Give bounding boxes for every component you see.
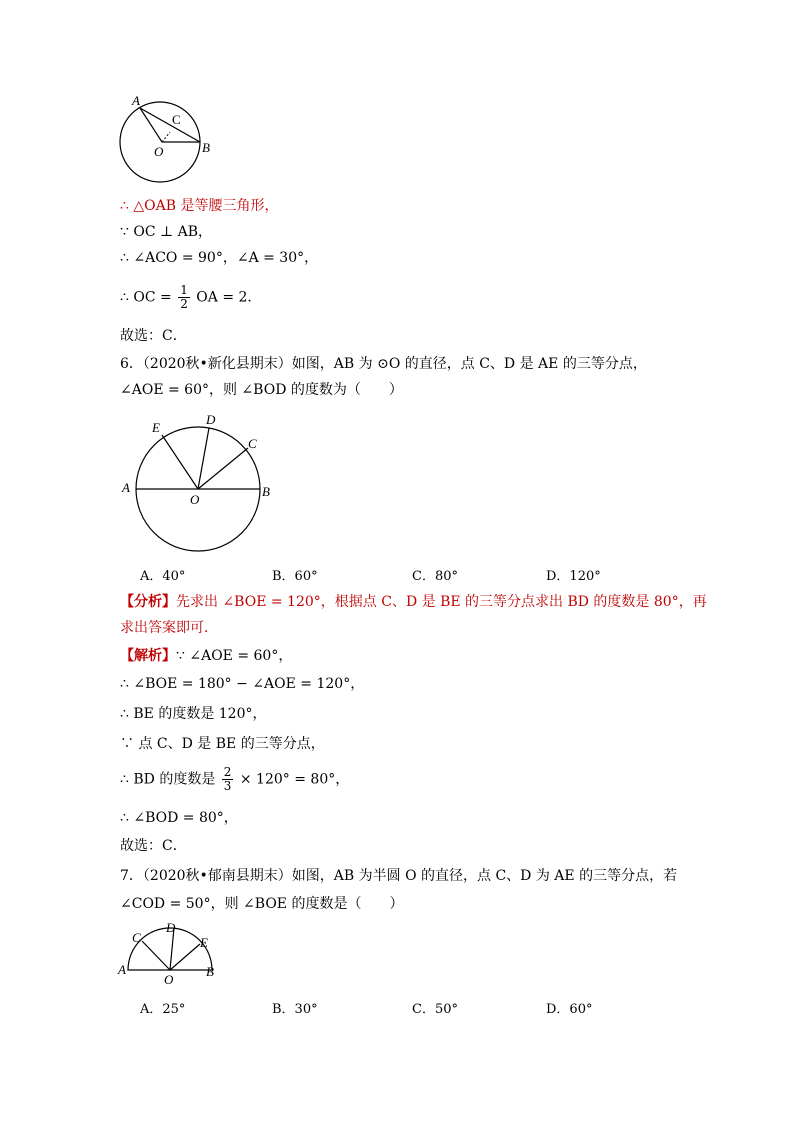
q6-sol5 (120, 766, 349, 793)
q5-line1: ∴ △OAB 是等腰三角形， (120, 198, 279, 214)
q6-sol4: ∵ 点 C、D 是 BE 的三等分点， (120, 736, 325, 752)
q6-sol5-post: × 120° = 80°， (239, 771, 350, 788)
fraction-den: 2 (180, 297, 188, 311)
figure-circle-chord (112, 92, 222, 192)
q6-sol1 (120, 646, 292, 666)
q5-line4-post: OA = 2． (196, 289, 262, 306)
q5-line4-pre: ∴ OC = (120, 289, 172, 306)
q6-option-b: B．60° (272, 569, 318, 584)
q6-sol2: ∴ ∠BOE = 180° − ∠AOE = 120°， (120, 676, 365, 692)
fraction (222, 766, 234, 793)
q6-option-c: C．80° (412, 569, 458, 584)
label-c: C (248, 436, 257, 451)
solution-tag: 【解析】 (120, 648, 176, 664)
label-b: B (206, 964, 214, 979)
label-a: A (132, 93, 140, 108)
label-o: O (190, 492, 200, 507)
q7-option-b: B．30° (272, 1002, 318, 1017)
q7-option-d: D．60° (546, 1002, 593, 1017)
q5-line3: ∴ ∠ACO = 90°，∠A = 30°， (120, 250, 319, 266)
label-e: E (152, 420, 160, 435)
label-o: O (154, 144, 164, 159)
label-b: B (262, 484, 270, 499)
label-d: D (206, 412, 216, 427)
q6-analysis2: 求出答案即可． (120, 620, 218, 636)
q6-sol5-pre: ∴ BD 的度数是 (120, 771, 216, 788)
fraction-num: 1 (180, 283, 188, 297)
q5-line2: ∵ OC ⊥ AB， (120, 224, 213, 240)
label-d: D (166, 920, 176, 935)
label-b: B (202, 140, 210, 155)
q6-option-d: D．120° (546, 569, 601, 584)
label-c: C (172, 112, 181, 127)
label-e: E (200, 935, 208, 950)
figure-semicircle (116, 920, 226, 990)
q6-sol6: ∴ ∠BOD = 80°， (120, 810, 238, 826)
q6-option-a: A．40° (140, 569, 186, 584)
q7-option-a: A．25° (140, 1002, 186, 1017)
q6-answer: 故选：C． (120, 838, 187, 854)
analysis-text: 先求出 ∠BOE = 120°，根据点 C、D 是 BE 的三等分点求出 BD 的度数是 80°，再 (176, 594, 707, 610)
q7-stem1: 7．（2020秋•郁南县期末）如图，AB 为半圆 O 的直径，点 C、D 为 AE 的三等分点，若 (120, 868, 678, 884)
q5-answer: 故选：C． (120, 328, 187, 344)
fraction-den: 3 (223, 779, 232, 793)
label-a: A (118, 962, 126, 977)
analysis-tag: 【分析】 (120, 594, 176, 610)
label-o: O (164, 972, 174, 987)
label-c: C (132, 930, 141, 945)
q6-stem2: ∠AOE = 60°，则 ∠BOD 的度数为（ ） (120, 382, 403, 398)
figure-circle-diameter (118, 408, 278, 556)
solution-text: ∵ ∠AOE = 60°， (176, 648, 293, 664)
q5-line4 (120, 284, 261, 311)
q7-stem2: ∠COD = 50°，则 ∠BOE 的度数是（ ） (120, 896, 404, 912)
q6-sol3: ∴ BE 的度数是 120°， (120, 706, 267, 722)
q7-option-c: C．50° (412, 1002, 458, 1017)
q6-analysis1 (120, 592, 707, 612)
fraction (178, 284, 190, 311)
fraction-num: 2 (223, 765, 232, 779)
label-a: A (122, 480, 130, 495)
q6-stem1: 6．（2020秋•新化县期末）如图，AB 为 ⊙O 的直径，点 C、D 是 AE 的三等分点， (120, 356, 647, 372)
